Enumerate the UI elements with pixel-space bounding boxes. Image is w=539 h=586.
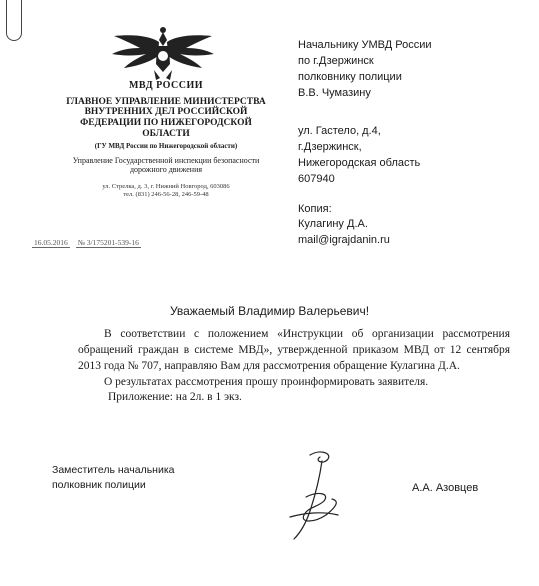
recipient-line: по г.Дзержинск: [298, 54, 374, 67]
sender-header: [56, 80, 276, 199]
signer-name: А.А. Азовцев: [412, 482, 479, 494]
greeting: Уважаемый Владимир Валерьевич!: [169, 304, 370, 318]
ministry-title: МВД РОССИИ: [128, 80, 204, 91]
copy-email: mail@igrajdanin.ru: [298, 234, 390, 247]
sender-phones: тел. (831) 246-56-28, 246-59-48: [123, 191, 209, 199]
recipient-address-line: ул. Гастело, д.4,: [298, 124, 381, 137]
department-short-name: (ГУ МВД России по Нижегородской области): [94, 142, 238, 151]
division-name: Управление Государственной инспекции безопасности дорожного движения: [72, 156, 260, 175]
signer-rank: полковник полиции: [52, 479, 146, 492]
attachment-note: Приложение: на 2л. в 1 экз.: [108, 391, 242, 404]
registration-line: [32, 238, 270, 248]
registration-number: № 3/175201-539-16: [77, 238, 139, 247]
recipient-address-line: Нижегородская область: [298, 156, 421, 169]
paper-clip-mark: [6, 0, 22, 41]
copy-line: Кулагину Д.А.: [298, 218, 368, 231]
signer-block: [52, 463, 175, 493]
signer-title: Заместитель начальника: [52, 464, 175, 476]
eagle-emblem-icon: [110, 26, 216, 82]
body-paragraph: В соответствии с положением «Инструкции об организации рассмотрения обращений граждан в системе МВД», утвержденной приказом МВД от 12 сентября 2013 года № 707, направляю Вам для рассмотрения обращение Кулагина Д.А.: [78, 328, 510, 372]
recipient-address-line: 607940: [298, 172, 335, 185]
handwritten-signature: [270, 445, 370, 545]
department-name: ГЛАВНОЕ УПРАВЛЕНИЕ МИНИСТЕРСТВА ВНУТРЕННИХ ДЕЛ РОССИЙСКОЙ ФЕДЕРАЦИИ ПО НИЖЕГОРОДСКОЙ ОБЛАСТИ: [66, 96, 266, 140]
body-paragraph: О результатах рассмотрения прошу проинформировать заявителя.: [104, 375, 429, 388]
recipient-block: [298, 38, 528, 249]
recipient-line: Начальнику УМВД России: [298, 39, 432, 51]
recipient-address-line: г.Дзержинск,: [298, 140, 362, 153]
recipient-line: В.В. Чумазину: [298, 86, 371, 99]
letter-body: [78, 327, 510, 406]
recipient-line: полковнику полиции: [298, 70, 402, 83]
sender-address: ул. Стрелка, д. 3, г. Нижний Новгород, 603086: [102, 182, 230, 190]
registration-date: 16.05.2016: [34, 238, 68, 247]
copy-line: Копия:: [298, 202, 332, 215]
